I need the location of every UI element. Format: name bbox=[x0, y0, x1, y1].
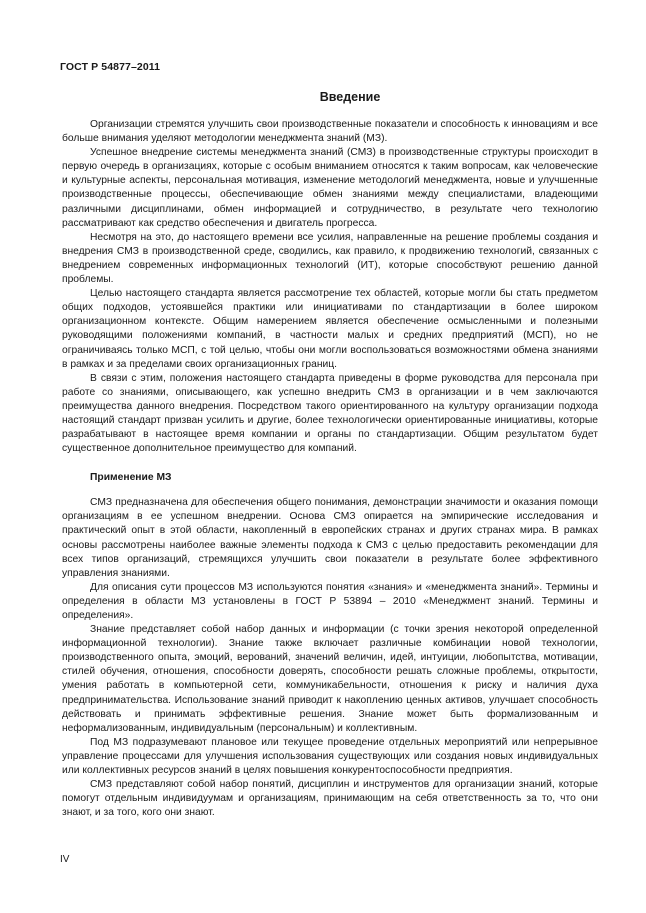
paragraph: Под МЗ подразумевают плановое или текущее проведение отдельных мероприятий или непрерывное управление процессами для улучшения использования существующих или создания новых индивидуальных или коллективных ресурсов знаний в целях повышения конкурентоспособности предприятия. bbox=[62, 736, 598, 777]
paragraph: Успешное внедрение системы менеджмента знаний (СМЗ) в производственные структуры происходит в первую очередь в организациях, которые с особым вниманием относятся к таким вопросам, как человеческие и культурные аспекты, персональная мотивация, изменение методологий менеджмента, новые и улучшенные производственные процессы, обеспечивающие обмен знаниями между специалистами, владеющими различными дисциплинами, обмен информацией и сотрудничество, в результате чего технологию рассматривают как средство обеспечения и двигатель прогресса. bbox=[62, 147, 598, 229]
paragraph: Знание представляет собой набор данных и информации (с точки зрения некоторой определенной информационной технологии). Знание также включает различные комбинации новой технологии, производственного опыта, эмоций, верований, значений величин, идей, интуиции, любопытства, мотивации, стилей обучения, отношения, способности доверять, способности решать сложные проблемы, открытости, умения работать в компьютерной сети, коммуникабельности, отношения к риску и наличия духа предпринимательства. Использование знаний приводит к накоплению ценных активов, улучшает способность действовать и принимать эффективные решения. Знание может быть формализованным и неформализованным, индивидуальным (персональным) и коллективным. bbox=[62, 624, 598, 734]
paragraph: Для описания сути процессов МЗ используются понятия «знания» и «менеджмента знаний». Термины и определения в области МЗ установлены в ГОСТ Р 53894 – 2010 «Менеджмент знаний. Термины и определения». bbox=[62, 581, 598, 621]
paragraph: Несмотря на это, до настоящего времени все усилия, направленные на решение проблемы создания и внедрения СМЗ в производственной среде, сводились, как правило, к продвижению технологий, связанных с внедрением современных информационных технологий (ИТ), которые способствуют решению данной проблемы. bbox=[62, 231, 598, 286]
page-number: IV bbox=[60, 854, 70, 865]
page-content bbox=[62, 90, 598, 820]
paragraph: СМЗ предназначена для обеспечения общего понимания, демонстрации значимости и оказания помощи организациям в ее успешном внедрении. Основа СМЗ опирается на эмпирические исследования и практический опыт в этой области, накопленный в европейских странах и других странах мира. В рамках основы рассмотрены наиболее важные элементы подхода к СМЗ с целью предоставить рекомендации для всех типов организаций, стремящихся улучшить свои показатели в результате более эффективного управления знаниями. bbox=[62, 497, 598, 579]
section-title: Введение bbox=[319, 90, 381, 104]
paragraph: СМЗ представляют собой набор понятий, дисциплин и инструментов для организации знаний, которые помогут отдельным индивидуумам и организациям, принимающим на себя ответственность за то, что они знают, и за того, кого они знают. bbox=[62, 779, 598, 819]
document-code: ГОСТ Р 54877–2011 bbox=[60, 61, 161, 73]
paragraph: В связи с этим, положения настоящего стандарта приведены в форме руководства для персонала при работе со знаниями, описывающего, как успешно внедрить СМЗ в организации и в чем заключаются преимущества данного внедрения. Посредством такого ориентированного на культуру организации подхода настоящий стандарт призван усилить и другие, более технологически ориентированные инициативы, которые разрабатывают в настоящее время компании и органы по стандартизации. Общим результатом будет существенное дополнительное преимущество для компаний. bbox=[62, 372, 598, 455]
subsection-title: Применение МЗ bbox=[90, 472, 172, 484]
paragraph: Целью настоящего стандарта является рассмотрение тех областей, которые могли бы стать предметом общих подходов, устоявшейся практики или инициативами по стандартизации в более широком организационном контексте. Общим намерением является обеспечение осмысленными и полезными руководящими положениями компаний, в частности малых и средних предприятий (МСП), но не ограничиваясь только МСП, с той целью, чтобы они могли воспользоваться возможностями обмена знаниями в рамках и за пределами своих организационных границ. bbox=[62, 288, 598, 370]
paragraph: Организации стремятся улучшить свои производственные показатели и способность к инновациям и все больше внимания уделяют методологии менеджмента знаний (МЗ). bbox=[62, 119, 598, 145]
